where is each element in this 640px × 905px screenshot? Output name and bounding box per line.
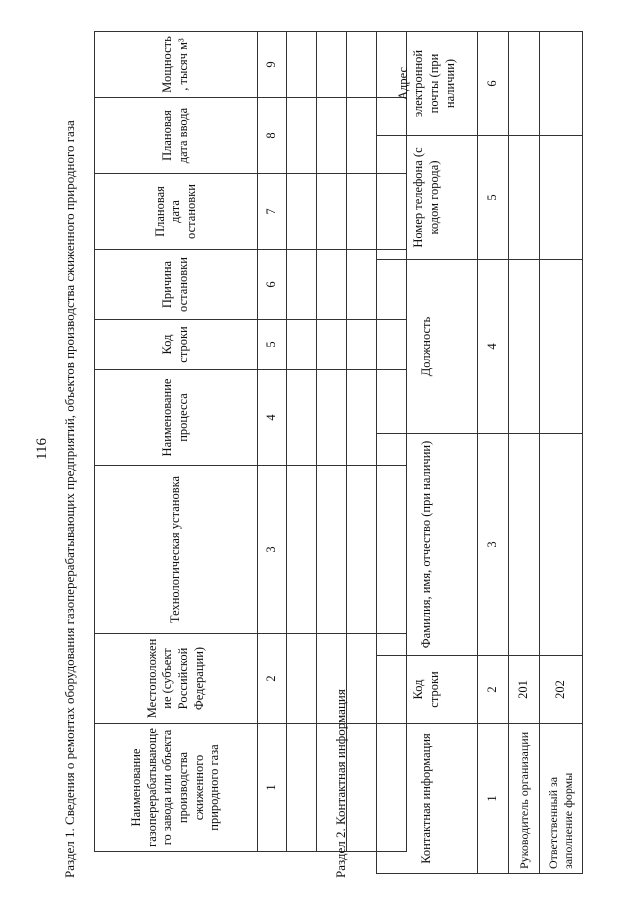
section1-header-row [95, 32, 258, 852]
empty-cell[interactable] [347, 634, 377, 724]
empty-cell[interactable] [287, 320, 317, 370]
column-number: 3 [258, 466, 287, 634]
empty-cell[interactable] [317, 320, 347, 370]
empty-cell[interactable] [509, 136, 540, 260]
column-number: 4 [258, 370, 287, 466]
header-cell: Местоположение (субъект Российской Федерации) [95, 634, 258, 724]
empty-cell[interactable] [509, 32, 540, 136]
section2-title: Раздел 2. Контактная информация [333, 689, 348, 878]
empty-cell[interactable] [347, 370, 377, 466]
column-number: 2 [478, 656, 509, 724]
header-cell: Причина остановки [95, 250, 258, 320]
empty-cell[interactable] [347, 32, 377, 98]
header-cell: Плановая дата остановки [95, 174, 258, 250]
header-cell: Плановая дата ввода [95, 98, 258, 174]
section1-table [94, 31, 407, 852]
column-number: 1 [478, 724, 509, 874]
empty-cell[interactable] [540, 434, 583, 656]
empty-cell[interactable] [287, 724, 317, 852]
page-number: 116 [34, 438, 50, 460]
header-cell: Контактная информация [377, 724, 478, 874]
empty-cell[interactable] [317, 466, 347, 634]
empty-cell[interactable] [347, 98, 377, 174]
table-row [509, 32, 540, 874]
empty-cell[interactable] [287, 32, 317, 98]
empty-cell[interactable] [317, 98, 347, 174]
empty-cell[interactable] [347, 466, 377, 634]
empty-cell[interactable] [540, 260, 583, 434]
header-cell: Наименование процесса [95, 370, 258, 466]
header-cell: Должность [377, 260, 478, 434]
row-code: 202 [540, 656, 583, 724]
section2-header-row [377, 32, 478, 874]
empty-cell[interactable] [347, 174, 377, 250]
empty-cell[interactable] [347, 724, 377, 852]
empty-cell[interactable] [287, 466, 317, 634]
table-row [540, 32, 583, 874]
column-number: 5 [258, 320, 287, 370]
column-number: 5 [478, 136, 509, 260]
empty-cell[interactable] [317, 32, 347, 98]
row-label: Руководитель организации [509, 724, 540, 874]
table-row [287, 32, 317, 852]
empty-cell[interactable] [509, 434, 540, 656]
empty-cell[interactable] [287, 250, 317, 320]
empty-cell[interactable] [540, 136, 583, 260]
column-number: 8 [258, 98, 287, 174]
empty-cell[interactable] [287, 174, 317, 250]
empty-cell[interactable] [287, 370, 317, 466]
section2-table [376, 31, 583, 874]
empty-cell[interactable] [347, 250, 377, 320]
empty-cell[interactable] [509, 260, 540, 434]
row-label: Ответственный за заполнение формы [540, 724, 583, 874]
header-cell: Мощность, тысяч м³ [95, 32, 258, 98]
empty-cell[interactable] [317, 174, 347, 250]
header-cell: Код строки [95, 320, 258, 370]
column-number: 6 [258, 250, 287, 320]
column-number: 1 [258, 724, 287, 852]
column-number: 4 [478, 260, 509, 434]
header-cell: Технологическая установка [95, 466, 258, 634]
header-cell: Код строки [377, 656, 478, 724]
empty-cell[interactable] [347, 320, 377, 370]
column-number: 2 [258, 634, 287, 724]
empty-cell[interactable] [540, 32, 583, 136]
header-cell: Номер телефона (с кодом города) [377, 136, 478, 260]
header-cell: Адрес электронной почты (при наличии) [377, 32, 478, 136]
section1-number-row [258, 32, 287, 852]
section1-title: Раздел 1. Сведения о ремонтах оборудования газоперерабатывающих предприятий, объектов производства сжиженного природного газа [62, 120, 77, 878]
table-row [347, 32, 377, 852]
empty-cell[interactable] [287, 98, 317, 174]
empty-cell[interactable] [317, 250, 347, 320]
empty-cell[interactable] [287, 634, 317, 724]
header-cell: Фамилия, имя, отчество (при наличии) [377, 434, 478, 656]
empty-cell[interactable] [317, 370, 347, 466]
column-number: 3 [478, 434, 509, 656]
column-number: 9 [258, 32, 287, 98]
column-number: 7 [258, 174, 287, 250]
header-cell: Наименование газоперерабатывающего завода или объекта производства сжиженного природного газа [95, 724, 258, 852]
column-number: 6 [478, 32, 509, 136]
section2-number-row [478, 32, 509, 874]
row-code: 201 [509, 656, 540, 724]
